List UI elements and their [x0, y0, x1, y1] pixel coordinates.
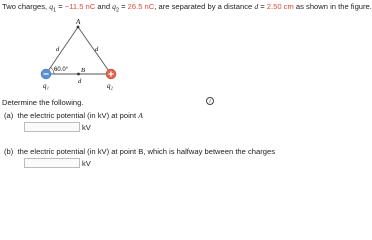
d-bottom-label: d	[78, 78, 82, 85]
point-b-dot	[77, 73, 80, 76]
d-symbol: d	[254, 2, 259, 11]
question-a-letter: (a)	[4, 111, 14, 120]
mid-text: , are separated by a distance	[154, 2, 255, 11]
question-a-point: A	[138, 111, 143, 120]
equals-2: =	[119, 2, 128, 11]
question-a	[4, 111, 143, 120]
q1-subscript: 1	[53, 7, 57, 14]
problem-intro: Two charges,	[2, 2, 50, 11]
charge-triangle-figure	[34, 16, 124, 96]
d-value: 2.50 cm	[266, 2, 294, 11]
q1-label: q₁	[43, 82, 49, 90]
q2-symbol: q	[112, 2, 116, 11]
question-b	[4, 147, 275, 156]
point-b-label: B	[81, 67, 85, 74]
answer-b-input[interactable]	[24, 158, 80, 168]
d-left-label: d	[56, 46, 60, 53]
q2-subscript: 2	[115, 7, 120, 14]
q1-symbol: q	[49, 2, 54, 11]
answer-a-input[interactable]	[24, 122, 80, 132]
q2-label: q₂	[107, 82, 113, 90]
point-a-dot	[77, 26, 80, 29]
question-b-text: the electric potential (in kV) at point B, which is halfway between the charges	[17, 147, 275, 156]
determine-heading: Determine the following.	[2, 98, 84, 107]
q2-value: 26.5 nC	[127, 2, 155, 11]
problem-statement	[2, 2, 372, 16]
question-b-letter: (b)	[4, 147, 14, 156]
equals-1: =	[56, 2, 65, 11]
answer-a-unit: kV	[82, 123, 91, 132]
question-a-text: the electric potential (in kV) at point	[17, 111, 139, 120]
info-icon[interactable]: i	[206, 97, 214, 105]
q1-value: −11.5 nC	[64, 2, 96, 11]
problem-tail: as shown in the figure.	[293, 2, 372, 11]
point-a-label: A	[76, 18, 81, 26]
answer-b-unit: kV	[82, 159, 91, 168]
angle-label: 60.0°	[54, 67, 69, 73]
and-text: and	[95, 2, 113, 11]
d-right-label: d	[95, 46, 99, 53]
equals-3: =	[258, 2, 267, 11]
